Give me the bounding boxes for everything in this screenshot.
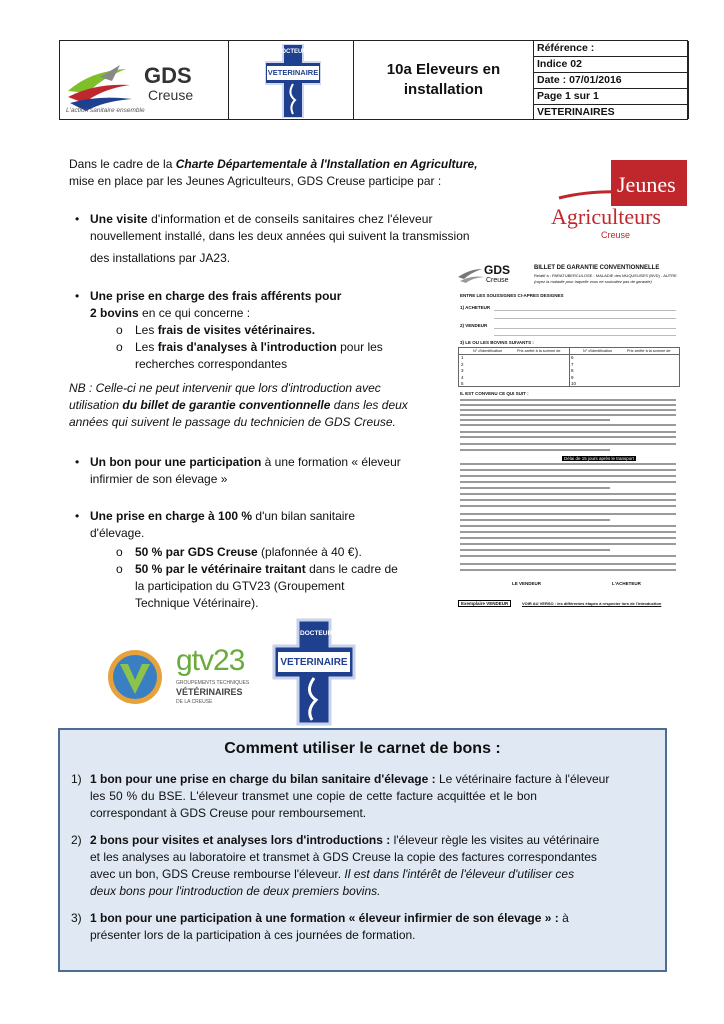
vet-badge-cell <box>229 41 354 119</box>
nb-line3: années qui suivent le passage du technicien de GDS Creuse. <box>69 415 396 429</box>
intro-line2: mise en place par les Jeunes Agriculteurs, GDS Creuse participe par : <box>69 174 442 188</box>
form-row-number: 8 <box>571 368 574 373</box>
form-col-id: N° d'identification <box>473 348 503 353</box>
nb-line2-a: utilisation <box>69 398 123 412</box>
bullet-icon: • <box>75 455 80 469</box>
gtv-l2: VÉTÉRINAIRES <box>176 687 243 697</box>
box-title: Comment utiliser le carnet de bons : <box>224 740 501 757</box>
form-text-line <box>460 436 676 438</box>
form-text-line <box>460 481 676 483</box>
form-text-line <box>460 499 676 501</box>
box-item1-bold: 1 bon pour une prise en charge du bilan sanitaire d'élevage : <box>90 772 436 786</box>
item1-bold: Une visite <box>90 212 148 226</box>
item4-bold: Une prise en charge à 100 % <box>90 509 253 523</box>
ja-line3: Creuse <box>601 230 631 240</box>
box-item1-rest: Le vétérinaire facture à l'éleveur <box>435 772 610 786</box>
form-row-number: 3 <box>461 368 464 373</box>
form-text-line <box>460 463 676 465</box>
form-text-line <box>460 469 676 471</box>
item4-sub1 <box>135 544 362 561</box>
form-col-price: Prix arrêté à la somme de <box>517 348 561 353</box>
form-text-line <box>460 431 676 433</box>
jeunes-agriculteurs-logo <box>549 160 689 244</box>
vet-badge-main: VETERINAIRE <box>267 68 319 77</box>
box-item3-rest: à <box>558 911 569 925</box>
box-item2-line3 <box>90 866 574 883</box>
item3-line1 <box>90 454 401 471</box>
form-text-line <box>460 475 676 477</box>
box-item2-line4: deux bons pour l'introduction de deux premiers bovins. <box>90 884 381 898</box>
item3-line2: infirmier de son élevage » <box>90 472 228 486</box>
item2-sub1-b: frais de visites vétérinaires. <box>157 323 316 337</box>
bullet-icon: • <box>75 509 80 523</box>
box-item2-line1 <box>90 832 599 849</box>
title-line2: installation <box>403 81 484 98</box>
form-row-number: 7 <box>571 361 574 367</box>
item2-line1: Une prise en charge des frais afférents pour <box>90 289 342 303</box>
form-text-line <box>460 449 610 451</box>
box-item1-num: 1) <box>71 772 82 786</box>
form-text-line <box>460 505 676 507</box>
item2-sub2 <box>135 339 383 356</box>
nb-line2-b: du billet de garantie conventionnelle <box>122 398 331 412</box>
item3-bold: Un bon pour une participation <box>90 455 262 469</box>
item4-sub2 <box>135 561 398 578</box>
indice-label: Indice 02 <box>534 57 688 73</box>
document-title <box>354 41 534 119</box>
reference-block <box>534 41 689 119</box>
guarantee-form-thumbnail <box>454 263 684 609</box>
form-animal-table <box>458 347 680 387</box>
item4-sub2-bold: 50 % par le vétérinaire traitant <box>135 562 306 576</box>
ja-line1: Jeunes <box>617 172 676 197</box>
form-text-line <box>460 555 676 557</box>
intro-line1 <box>69 156 478 173</box>
form-row-number: 4 <box>461 374 464 380</box>
form-convention: IL EST CONVENU CE QUI SUIT : <box>460 391 529 396</box>
nb-line1: NB : Celle-ci ne peut intervenir que lors d'introduction avec <box>69 381 381 395</box>
form-col-id-2: N° d'identification <box>583 348 613 353</box>
item2-line2 <box>90 305 250 322</box>
gtv-l1: GROUPEMENTS TECHNIQUES <box>176 680 250 686</box>
form-text-line <box>460 404 676 406</box>
circle-bullet-icon: o <box>116 562 123 576</box>
item4-sub2-rest: dans le cadre de <box>305 562 398 576</box>
box-item2-line3-a: avec un bon, GDS Creuse rembourse l'éleveur. <box>90 867 345 881</box>
form-text-line <box>460 563 676 565</box>
nb-line2 <box>69 397 408 414</box>
box-item3-bold: 1 bon pour une participation à une formation « éleveur infirmier de son élevage » : <box>90 911 559 925</box>
box-item3-line1 <box>90 910 569 927</box>
form-note: (rayez la maladie pour laquelle vous ne souhaitez pas de garantie) <box>534 279 652 284</box>
item2-sub2-b: frais d'analyses à l'introduction <box>157 340 337 354</box>
box-item2-rest: l'éleveur règle les visites au vétérinaire <box>390 833 600 847</box>
vet-large-main: VETERINAIRE <box>280 657 348 668</box>
date-label: Date : 07/01/2016 <box>534 73 688 89</box>
vet-large-top: DOCTEUR <box>300 630 333 637</box>
form-rows-right <box>571 355 576 388</box>
nb-line2-c: dans les deux <box>330 398 408 412</box>
form-buyer: 1) ACHETEUR <box>460 305 491 310</box>
form-text-line <box>460 519 610 521</box>
form-subtitle: Relatif à : PARATUBERCULOSE - MALADIE des MUQUEUSES (BVD) - AUTRE <box>534 273 677 278</box>
gds-logo-sub: Creuse <box>148 87 194 103</box>
form-text-line <box>460 409 676 411</box>
form-row-number: 1 <box>461 355 464 360</box>
reference-label: Référence : <box>534 41 688 57</box>
item4-sub2-line2: la participation du GTV23 (Groupement <box>135 579 345 593</box>
category-label: VETERINAIRES <box>537 106 615 118</box>
item2-rest: en ce qui concerne : <box>138 306 251 320</box>
form-gds: GDS <box>484 263 511 277</box>
form-col-price-2: Prix arrêté à la somme de <box>627 348 671 353</box>
form-buyer-sig: L'ACHETEUR <box>612 581 641 586</box>
item2-sub2-a: Les <box>135 340 158 354</box>
form-footer-left: Exemplaire VENDEUR <box>458 600 511 607</box>
intro-charter: Charte Départementale à l'Installation en Agriculture, <box>175 157 478 171</box>
form-text-line <box>460 513 676 515</box>
vet-cross-icon <box>265 44 321 118</box>
item1-line2: nouvellement installé, dans les deux années qui suivent la transmission <box>90 229 470 243</box>
form-text-line <box>460 525 676 527</box>
page-label: Page 1 sur 1 <box>534 89 688 105</box>
box-item2-line3-b: Il est dans l'intérêt de l'éleveur d'utiliser ces <box>344 867 575 881</box>
item3-rest: à une formation « éleveur <box>261 455 401 469</box>
item4-rest: d'un bilan sanitaire <box>252 509 356 523</box>
item2-sub2-line2: recherches correspondantes <box>135 357 288 371</box>
gds-logo-name: GDS <box>144 63 192 88</box>
form-highlight: Délai de 15 jours après le transport <box>564 456 635 461</box>
form-text-line <box>460 414 676 416</box>
circle-bullet-icon: o <box>116 340 123 354</box>
form-text-line <box>460 531 676 533</box>
item4-line1 <box>90 508 355 525</box>
item1-line1 <box>90 211 458 228</box>
gtv-l3: DE LA CREUSE <box>176 699 213 705</box>
form-text-line <box>460 399 676 401</box>
item1-line3: des installations par JA23. <box>90 251 231 265</box>
form-text-line <box>460 419 610 421</box>
form-text-line <box>460 537 676 539</box>
item4-sub1-rest: (plafonnée à 40 €). <box>257 545 362 559</box>
form-text-line <box>460 487 610 489</box>
form-row-number: 6 <box>571 355 574 360</box>
form-section1: ENTRE LES SOUSSIGNES CI-APRES DESIGNES <box>460 293 564 298</box>
form-text-line <box>460 549 610 551</box>
gds-logo-cell <box>60 41 229 119</box>
vet-badge-large <box>272 618 356 726</box>
form-seller: 2) VENDEUR <box>460 323 488 328</box>
form-text-line <box>460 569 676 571</box>
gds-logo-tagline: L'action sanitaire ensemble <box>66 107 145 114</box>
box-item1-line2: les 50 % du BSE. L'éleveur transmet une copie de cette facture acquittée et le bon <box>90 789 537 803</box>
item4-sub1-bold: 50 % par GDS Creuse <box>135 545 258 559</box>
circle-bullet-icon: o <box>116 323 123 337</box>
item2-sub1 <box>135 322 315 339</box>
form-row-number: 9 <box>571 374 574 380</box>
form-footer-right: VOIR AU VERSO : les différentes étapes à respecter lors de l'introduction <box>522 601 662 606</box>
box-item1-line1 <box>90 771 609 788</box>
item4-sub2-line3: Technique Vétérinaire). <box>135 596 259 610</box>
item2-sub2-c: pour les <box>336 340 383 354</box>
item2-sub1-a: Les <box>135 323 158 337</box>
box-item1-line3: correspondant à GDS Creuse pour remboursement. <box>90 806 367 820</box>
usage-instructions-box <box>58 728 667 972</box>
intro-text: Dans le cadre de la <box>69 157 176 171</box>
vet-badge-top: DOCTEUR <box>277 49 307 55</box>
bullet-icon: • <box>75 212 80 226</box>
form-text-line <box>460 443 676 445</box>
form-title: BILLET DE GARANTIE CONVENTIONNELLE <box>534 265 660 271</box>
form-creuse: Creuse <box>486 277 509 284</box>
item1-rest: d'information et de conseils sanitaires chez l'éleveur <box>147 212 433 226</box>
title-line1: 10a Eleveurs en <box>386 61 501 78</box>
form-row-number: 2 <box>461 361 464 367</box>
header-table <box>59 40 688 120</box>
box-item2-line2: et les analyses au laboratoire et transmet à GDS Creuse la copie des factures correspondantes <box>90 850 597 864</box>
box-item3-line2: présenter lors de la participation à ces journées de formation. <box>90 928 416 942</box>
form-row-number: 5 <box>461 381 464 386</box>
box-item2-bold: 2 bons pour visites et analyses lors d'introductions : <box>90 833 391 847</box>
circle-bullet-icon: o <box>116 545 123 559</box>
form-section3: 3) LE OU LES BOVINS SUIVANTS : <box>460 340 534 345</box>
ja-line2: Agriculteurs <box>551 204 661 229</box>
form-text-line <box>460 493 676 495</box>
form-text-line <box>460 543 676 545</box>
gtv-name: gtv23 <box>176 644 245 677</box>
box-item3-num: 3) <box>71 911 82 925</box>
gtv-v-icon <box>106 648 164 706</box>
item2-bold: 2 bovins <box>90 306 139 320</box>
gtv-logo <box>100 640 265 716</box>
form-text-line <box>460 424 676 426</box>
item4-line2: d'élevage. <box>90 526 145 540</box>
form-row-number: 10 <box>571 381 577 386</box>
box-item2-num: 2) <box>71 833 82 847</box>
form-seller-sig: LE VENDEUR <box>512 581 542 586</box>
form-rows-left <box>461 355 464 388</box>
bullet-icon: • <box>75 289 80 303</box>
